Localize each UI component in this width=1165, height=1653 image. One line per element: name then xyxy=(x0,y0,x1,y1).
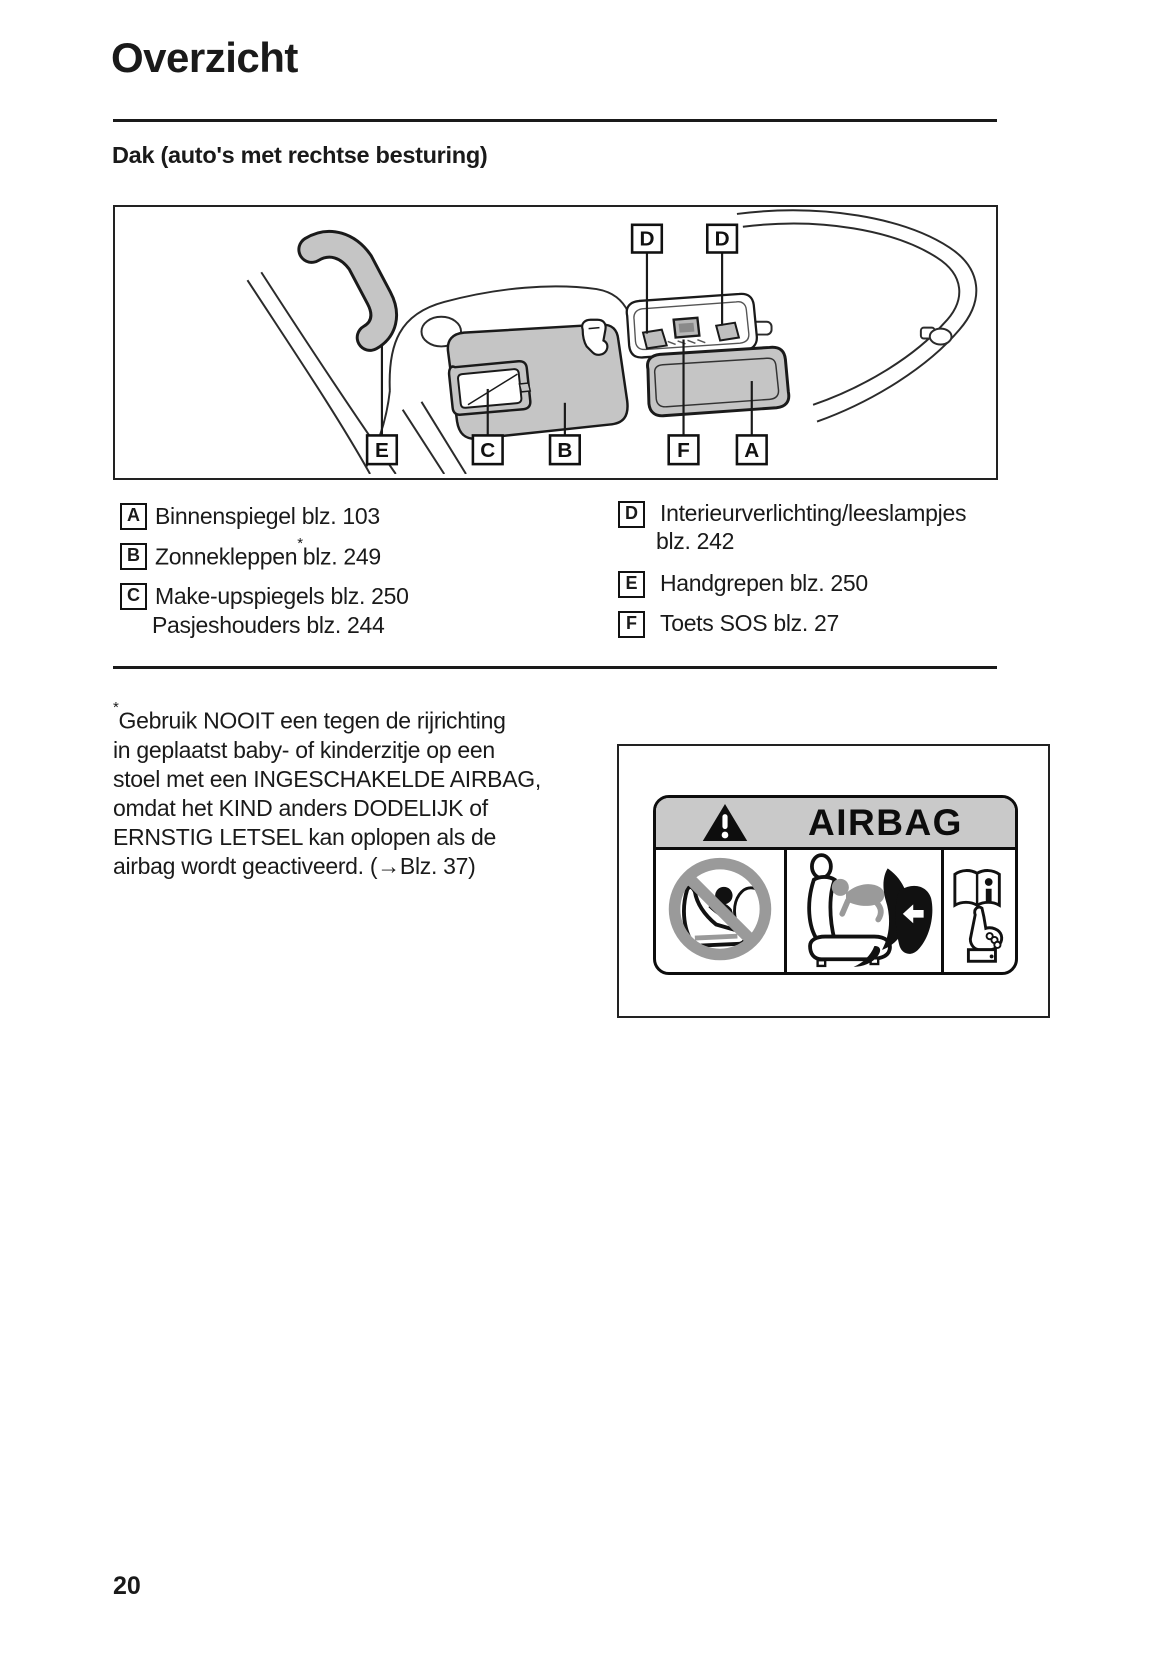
footnote-marker: * xyxy=(113,699,119,716)
legend-item-zonnekleppen-text: Zonnekleppen xyxy=(155,543,298,570)
page-number: 20 xyxy=(113,1572,141,1600)
roof-diagram-figure xyxy=(113,205,998,480)
legend-item-binnenspiegel: Binnenspiegel blz. 103 xyxy=(155,503,380,529)
roof-diagram-svg xyxy=(115,207,992,474)
roof-clips xyxy=(752,322,952,345)
airbag-deployment-icon xyxy=(787,850,944,972)
airbag-label-body xyxy=(656,850,1015,972)
page-title: Overzicht xyxy=(111,34,298,81)
callout-C: C xyxy=(480,439,496,463)
callout-E: E xyxy=(375,439,389,463)
legend-item-interieurverlichting: Interieurverlichting/leeslampjes xyxy=(660,500,967,526)
legend-item-zonnekleppen-page: blz. 249 xyxy=(302,543,381,570)
section-heading: Dak (auto's met rechtse besturing) xyxy=(112,142,488,168)
vanity-mirror xyxy=(449,361,530,415)
footnote-line-2: in geplaatst baby- of kinderzitje op een xyxy=(113,736,495,763)
legend-item-pasjeshouders: Pasjeshouders blz. 244 xyxy=(152,612,385,638)
legend-key-A: A xyxy=(120,503,147,530)
legend-item-handgrepen: Handgrepen blz. 250 xyxy=(660,570,868,596)
airbag-warning-figure xyxy=(617,744,1050,1018)
callout-A: A xyxy=(744,439,760,463)
legend-key-D: D xyxy=(618,501,645,528)
footnote-line-3: stoel met een INGESCHAKELDE AIRBAG, xyxy=(113,765,541,792)
callout-B: B xyxy=(557,439,573,463)
legend-key-C: C xyxy=(120,583,147,610)
legend-item-zonnekleppen xyxy=(155,535,381,571)
airbag-label-header xyxy=(656,798,1015,850)
callout-D-right: D xyxy=(714,227,730,251)
warning-triangle-icon xyxy=(700,801,750,844)
footnote-marker-ref: * xyxy=(297,535,303,552)
legend-key-E: E xyxy=(618,571,645,598)
footnote xyxy=(113,701,541,881)
map-light-right xyxy=(716,323,739,341)
grab-handle xyxy=(312,244,384,337)
divider-bottom xyxy=(113,666,997,669)
footnote-line-1: *Gebruik NOOIT een tegen de rijrichting xyxy=(113,699,506,734)
no-rear-facing-child-seat-icon xyxy=(656,850,787,972)
legend-key-B: B xyxy=(120,543,147,570)
legend-item-makeupspiegels: Make-upspiegels blz. 250 xyxy=(155,583,409,609)
airbag-label-title: AIRBAG xyxy=(808,801,963,843)
footnote-line-6: airbag wordt geactiveerd. (→Blz. 37) xyxy=(113,852,476,879)
callout-D-left: D xyxy=(639,227,655,251)
legend-key-F: F xyxy=(618,611,645,638)
legend-item-interieurverlichting-page: blz. 242 xyxy=(656,528,735,554)
airbag-warning-label xyxy=(653,795,1018,975)
legend-item-toets-sos: Toets SOS blz. 27 xyxy=(660,610,839,636)
read-manual-icon xyxy=(944,850,1015,972)
divider-top xyxy=(113,119,997,122)
footnote-line-5: ERNSTIG LETSEL kan oplopen als de xyxy=(113,823,497,850)
callout-F: F xyxy=(677,439,690,463)
rearview-mirror xyxy=(648,347,789,416)
footnote-line-4: omdat het KIND anders DODELIJK of xyxy=(113,794,488,821)
